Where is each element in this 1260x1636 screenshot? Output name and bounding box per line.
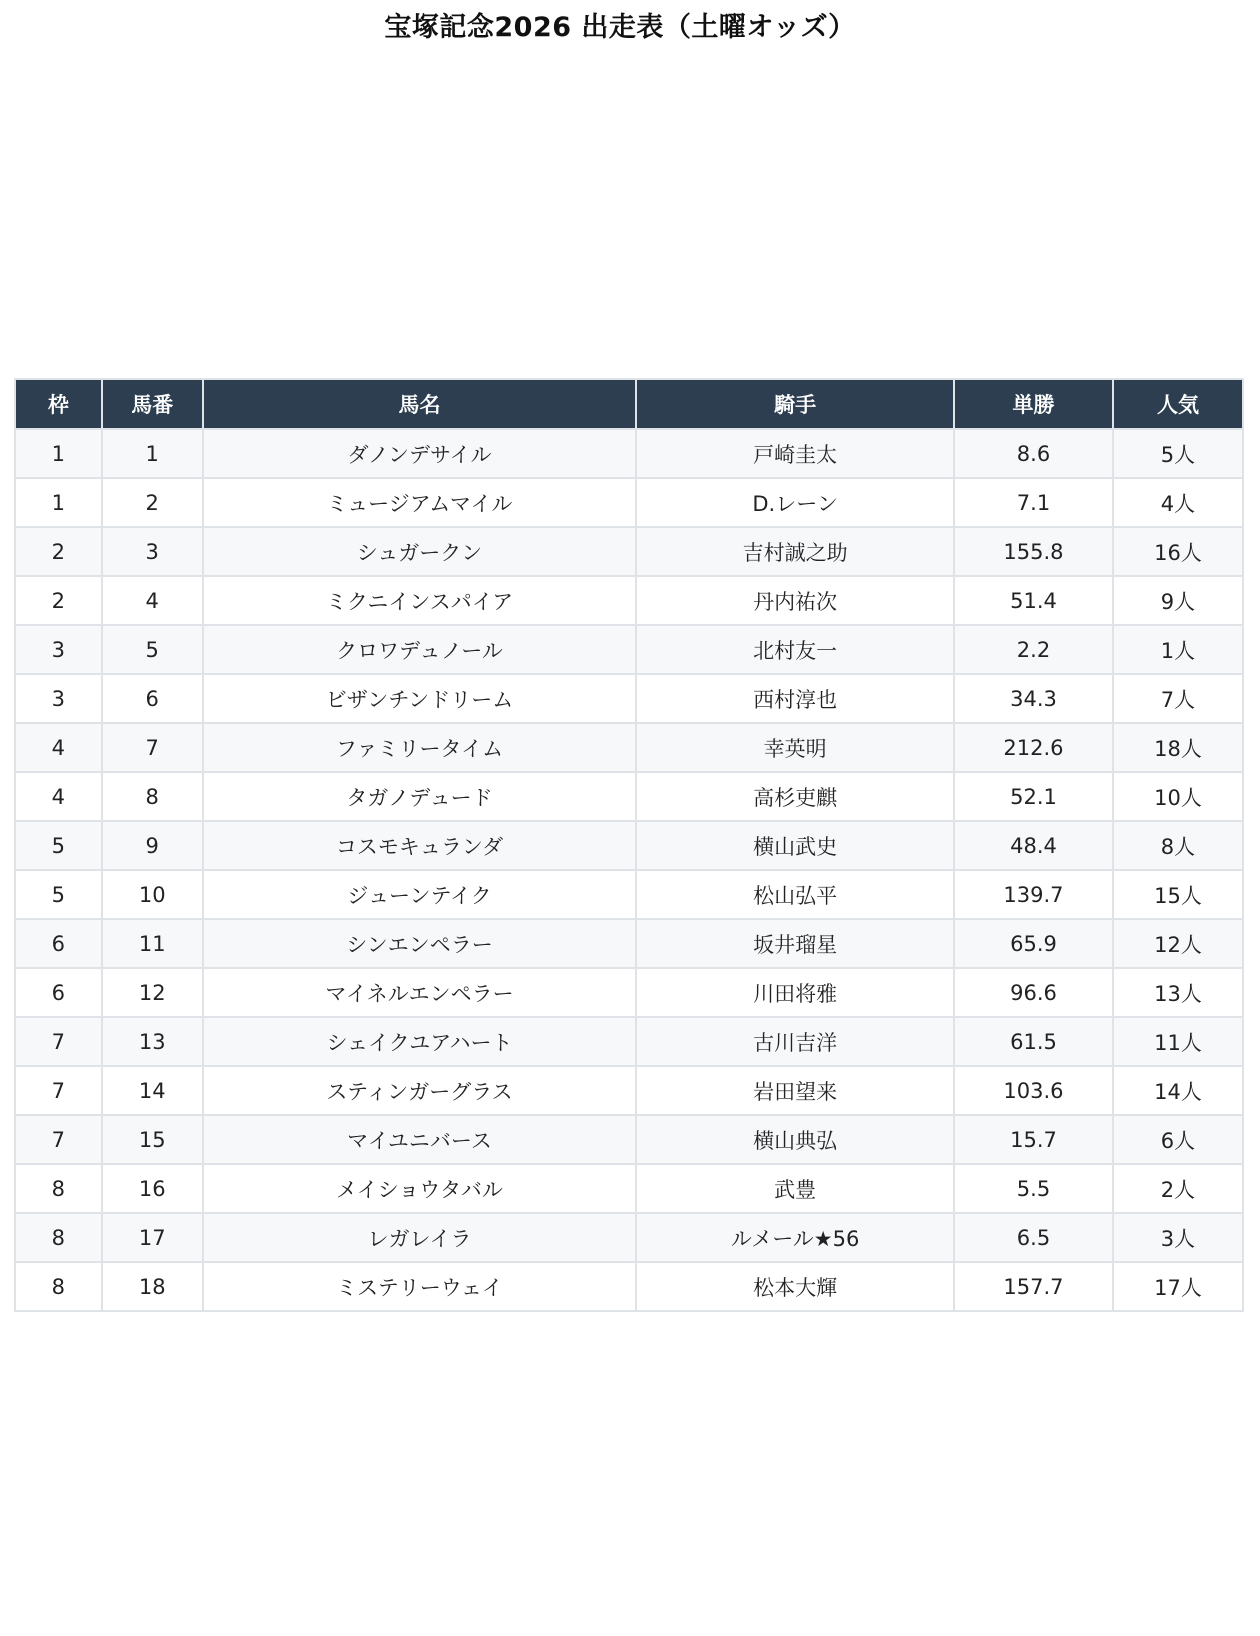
table-row (15, 1066, 1243, 1115)
umaban-cell: 18 (102, 1262, 203, 1311)
horse-name-cell: マイユニバース (203, 1115, 636, 1164)
umaban-cell: 14 (102, 1066, 203, 1115)
table-row (15, 478, 1243, 527)
win-odds-cell: 5.5 (954, 1164, 1113, 1213)
jockey-cell: 川田将雅 (636, 968, 954, 1017)
popularity-cell: 10人 (1113, 772, 1243, 821)
win-odds-cell: 15.7 (954, 1115, 1113, 1164)
popularity-cell: 8人 (1113, 821, 1243, 870)
popularity-cell: 7人 (1113, 674, 1243, 723)
table-row (15, 429, 1243, 478)
umaban-cell: 10 (102, 870, 203, 919)
popularity-cell: 17人 (1113, 1262, 1243, 1311)
jockey-cell: 古川吉洋 (636, 1017, 954, 1066)
waku-cell: 2 (15, 527, 102, 576)
win-odds-cell: 48.4 (954, 821, 1113, 870)
popularity-cell: 5人 (1113, 429, 1243, 478)
popularity-cell: 9人 (1113, 576, 1243, 625)
win-odds-cell: 8.6 (954, 429, 1113, 478)
popularity-cell: 14人 (1113, 1066, 1243, 1115)
umaban-cell: 9 (102, 821, 203, 870)
table-header-row (15, 379, 1243, 429)
column-header-win-odds: 単勝 (954, 379, 1113, 429)
table-row (15, 1262, 1243, 1311)
win-odds-cell: 6.5 (954, 1213, 1113, 1262)
page-title: 宝塚記念2026 出走表（土曜オッズ） (384, 12, 856, 43)
waku-cell: 8 (15, 1213, 102, 1262)
win-odds-cell: 2.2 (954, 625, 1113, 674)
umaban-cell: 17 (102, 1213, 203, 1262)
umaban-cell: 5 (102, 625, 203, 674)
jockey-cell: 戸崎圭太 (636, 429, 954, 478)
horse-name-cell: ジューンテイク (203, 870, 636, 919)
waku-cell: 2 (15, 576, 102, 625)
jockey-cell: 坂井瑠星 (636, 919, 954, 968)
waku-cell: 7 (15, 1115, 102, 1164)
table-row (15, 1213, 1243, 1262)
win-odds-cell: 51.4 (954, 576, 1113, 625)
table-row (15, 870, 1243, 919)
table-row (15, 968, 1243, 1017)
waku-cell: 4 (15, 772, 102, 821)
win-odds-cell: 7.1 (954, 478, 1113, 527)
waku-cell: 1 (15, 478, 102, 527)
horse-name-cell: クロワデュノール (203, 625, 636, 674)
jockey-cell: 西村淳也 (636, 674, 954, 723)
jockey-cell: 丹内祐次 (636, 576, 954, 625)
popularity-cell: 13人 (1113, 968, 1243, 1017)
waku-cell: 5 (15, 821, 102, 870)
win-odds-cell: 103.6 (954, 1066, 1113, 1115)
column-header-popularity: 人気 (1113, 379, 1243, 429)
win-odds-cell: 155.8 (954, 527, 1113, 576)
win-odds-cell: 96.6 (954, 968, 1113, 1017)
table-row (15, 772, 1243, 821)
horse-name-cell: メイショウタバル (203, 1164, 636, 1213)
popularity-cell: 1人 (1113, 625, 1243, 674)
jockey-cell: 幸英明 (636, 723, 954, 772)
entry-table (14, 378, 1244, 1312)
jockey-cell: 岩田望来 (636, 1066, 954, 1115)
umaban-cell: 4 (102, 576, 203, 625)
waku-cell: 1 (15, 429, 102, 478)
popularity-cell: 11人 (1113, 1017, 1243, 1066)
jockey-cell: D.レーン (636, 478, 954, 527)
table-row (15, 674, 1243, 723)
column-header-horse-name: 馬名 (203, 379, 636, 429)
horse-name-cell: ビザンチンドリーム (203, 674, 636, 723)
table-row (15, 1017, 1243, 1066)
umaban-cell: 11 (102, 919, 203, 968)
umaban-cell: 1 (102, 429, 203, 478)
table-row (15, 821, 1243, 870)
umaban-cell: 6 (102, 674, 203, 723)
waku-cell: 8 (15, 1164, 102, 1213)
table-row (15, 527, 1243, 576)
waku-cell: 7 (15, 1066, 102, 1115)
waku-cell: 8 (15, 1262, 102, 1311)
jockey-cell: 横山武史 (636, 821, 954, 870)
table-row (15, 919, 1243, 968)
column-header-waku: 枠 (15, 379, 102, 429)
popularity-cell: 15人 (1113, 870, 1243, 919)
waku-cell: 7 (15, 1017, 102, 1066)
horse-name-cell: ミステリーウェイ (203, 1262, 636, 1311)
win-odds-cell: 34.3 (954, 674, 1113, 723)
waku-cell: 4 (15, 723, 102, 772)
popularity-cell: 12人 (1113, 919, 1243, 968)
table-row (15, 723, 1243, 772)
table-row (15, 625, 1243, 674)
table-row (15, 576, 1243, 625)
umaban-cell: 8 (102, 772, 203, 821)
table-row (15, 1115, 1243, 1164)
umaban-cell: 2 (102, 478, 203, 527)
horse-name-cell: タガノデュード (203, 772, 636, 821)
horse-name-cell: スティンガーグラス (203, 1066, 636, 1115)
horse-name-cell: ファミリータイム (203, 723, 636, 772)
popularity-cell: 16人 (1113, 527, 1243, 576)
umaban-cell: 15 (102, 1115, 203, 1164)
horse-name-cell: ダノンデサイル (203, 429, 636, 478)
horse-name-cell: ミクニインスパイア (203, 576, 636, 625)
win-odds-cell: 52.1 (954, 772, 1113, 821)
horse-name-cell: ミュージアムマイル (203, 478, 636, 527)
jockey-cell: 松本大輝 (636, 1262, 954, 1311)
horse-name-cell: マイネルエンペラー (203, 968, 636, 1017)
umaban-cell: 12 (102, 968, 203, 1017)
jockey-cell: 北村友一 (636, 625, 954, 674)
popularity-cell: 6人 (1113, 1115, 1243, 1164)
umaban-cell: 13 (102, 1017, 203, 1066)
table-row (15, 1164, 1243, 1213)
column-header-umaban: 馬番 (102, 379, 203, 429)
jockey-cell: 高杉吏麒 (636, 772, 954, 821)
win-odds-cell: 65.9 (954, 919, 1113, 968)
popularity-cell: 4人 (1113, 478, 1243, 527)
jockey-cell: 吉村誠之助 (636, 527, 954, 576)
waku-cell: 5 (15, 870, 102, 919)
win-odds-cell: 212.6 (954, 723, 1113, 772)
popularity-cell: 3人 (1113, 1213, 1243, 1262)
horse-name-cell: シェイクユアハート (203, 1017, 636, 1066)
column-header-jockey: 騎手 (636, 379, 954, 429)
waku-cell: 3 (15, 674, 102, 723)
waku-cell: 6 (15, 968, 102, 1017)
umaban-cell: 16 (102, 1164, 203, 1213)
horse-name-cell: コスモキュランダ (203, 821, 636, 870)
jockey-cell: 武豊 (636, 1164, 954, 1213)
popularity-cell: 2人 (1113, 1164, 1243, 1213)
win-odds-cell: 61.5 (954, 1017, 1113, 1066)
win-odds-cell: 157.7 (954, 1262, 1113, 1311)
win-odds-cell: 139.7 (954, 870, 1113, 919)
horse-name-cell: レガレイラ (203, 1213, 636, 1262)
horse-name-cell: シンエンペラー (203, 919, 636, 968)
waku-cell: 6 (15, 919, 102, 968)
waku-cell: 3 (15, 625, 102, 674)
umaban-cell: 7 (102, 723, 203, 772)
jockey-cell: 横山典弘 (636, 1115, 954, 1164)
jockey-cell: 松山弘平 (636, 870, 954, 919)
umaban-cell: 3 (102, 527, 203, 576)
jockey-cell: ルメール★56 (636, 1213, 954, 1262)
popularity-cell: 18人 (1113, 723, 1243, 772)
horse-name-cell: シュガークン (203, 527, 636, 576)
